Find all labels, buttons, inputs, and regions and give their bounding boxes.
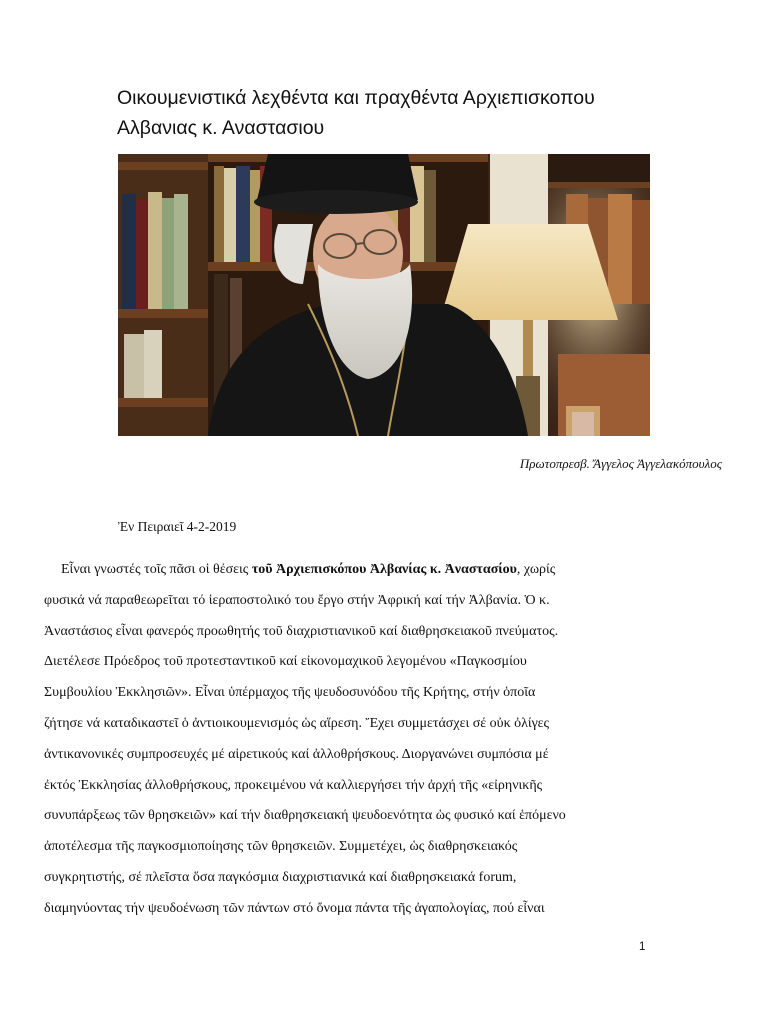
body-paragraph [44, 555, 694, 925]
paragraph-line: ἀντικανονικές συμπροσευχές μέ αἱρετικούς καί ἀλλοθρήσκους. Διοργανώνει συμπόσια μέ [44, 746, 549, 762]
paragraph-line: ἐκτός Ἐκκλησίας ἀλλοθρήσκους, προκειμένου νά καλλιεργήσει τήν ἀρχή τῆς «εἰρηνικῆς [44, 777, 543, 793]
paragraph-line: διαμηνύοντας τήν ψευδοένωση τῶν πάντων στό ὄνομα πάντα τῆς ἀγαπολογίας, πού εἶναι [44, 900, 545, 916]
paragraph-line [44, 555, 694, 586]
paragraph-line: συνυπάρξεως τῶν θρησκειῶν» καί τήν διαθρησκειακή ψευδοενότητα ὡς φυσικό καί ἑπόμενο [44, 808, 566, 824]
bold-archbishop-name: τοῦ Ἀρχιεπισκόπου Ἀλβανίας κ. Ἀναστασίου [251, 562, 517, 577]
paragraph-line: Συμβουλίου Ἐκκλησιῶν». Εἶναι ὑπέρμαχος τῆς ψευδοσυνόδου τῆς Κρήτης, στήν ὁποῖα [44, 685, 536, 701]
title-line-2: Αλβανιας κ. Αναστασιου [117, 117, 325, 139]
paragraph-line: ἀποτέλεσμα τῆς παγκοσμιοποίησης τῶν θρησκειῶν. Συμμετέχει, ὡς διαθρησκειακός [44, 839, 518, 855]
document-title [117, 83, 717, 143]
dateline: Ἐν Πειραιεῖ 4-2-2019 [118, 519, 237, 534]
author-attribution: Πρωτοπρεσβ. Ἄγγελος Ἀγγελακόπουλος [519, 456, 722, 471]
line-text: Εἶναι γνωστές τοῖς πᾶσι οἱ θέσεις [61, 562, 252, 577]
paragraph-line: συγκρητιστής, σέ πλεῖστα ὅσα παγκόσμια διαχριστιανικά καί διαθρησκειακά forum, [44, 869, 517, 885]
archbishop-photo [118, 154, 650, 436]
line-text: , χωρίς [516, 562, 556, 577]
paragraph-line: φυσικά νά παραθεωρεῖται τό ἱεραποστολικό του ἔργο στήν Ἀφρική καί τήν Ἀλβανία. Ὁ κ. [44, 592, 550, 608]
paragraph-line: Ἀναστάσιος εἶναι φανερός προωθητής τοῦ διαχριστιανικοῦ καί διαθρησκειακοῦ πνεύματος. [44, 623, 559, 639]
paragraph-line: ζήτησε νά καταδικαστεῖ ὁ ἀντιοικουμενισμός ὡς αἵρεση. Ἔχει συμμετάσχει σέ οὐκ ὀλίγες [44, 715, 550, 731]
paragraph-line: Διετέλεσε Πρόεδρος τοῦ προτεσταντικοῦ καί εἰκονομαχικοῦ λεγομένου «Παγκοσμίου [44, 654, 527, 670]
page-number: 1 [639, 941, 646, 953]
title-line-1: Οικουμενιστικά λεχθέντα και πραχθέντα Αρχιεπισκοπου [117, 87, 595, 109]
